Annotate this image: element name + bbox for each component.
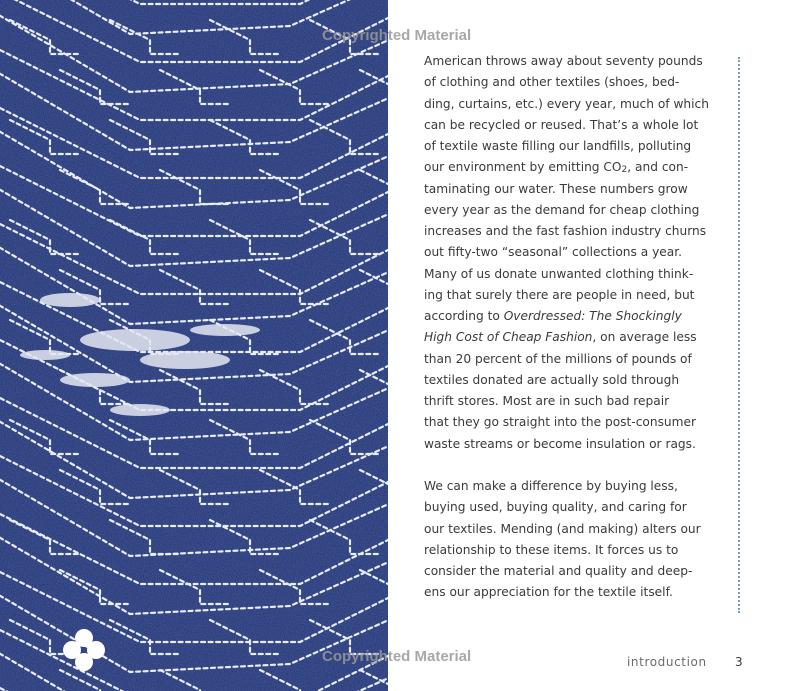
ikat-motif: [80, 329, 190, 351]
copyright-watermark-bottom: Copyrighted Material: [322, 648, 472, 665]
ikat-motif: [40, 293, 100, 307]
ikat-motif: [140, 351, 230, 369]
sashiko-textile-illustration: [0, 0, 388, 691]
subscript: 2: [621, 165, 628, 176]
text-line: than 20 percent of the millions of pounds of: [424, 351, 692, 366]
text-line: out fifty-two “seasonal” collections a year.: [424, 245, 683, 260]
ikat-motif: [60, 373, 130, 387]
paragraph-2: [424, 476, 724, 604]
text-line: ing that surely there are people in need, but: [424, 287, 695, 302]
running-footer-section: introduction: [627, 655, 707, 669]
text-line: increases and the fast fashion industry churns: [424, 224, 707, 238]
text-line: Many of us donate unwanted clothing think-: [424, 266, 694, 281]
paragraph-1: [424, 51, 724, 455]
text-line: thrift stores. Most are in such bad repair: [424, 394, 670, 408]
text-line: American throws away about seventy pounds: [424, 54, 703, 68]
ikat-motif: [190, 324, 260, 336]
paragraph-spacer: [424, 455, 724, 476]
text-line: textiles donated are actually sold through: [424, 372, 680, 387]
text-line: that they go straight into the post-consumer: [424, 415, 697, 430]
text-line: every year as the demand for cheap clothing: [424, 202, 700, 217]
ikat-motif: [20, 350, 70, 360]
text-line: ding, curtains, etc.) every year, much of which: [424, 96, 709, 111]
text-line: our environment by emitting $CO_2$, and con-: [424, 160, 689, 176]
book-title-italic: High Cost of Cheap Fashion: [424, 330, 593, 345]
text-line: relationship to these items. It forces us to: [424, 542, 679, 557]
flower-petal: [75, 653, 93, 671]
text-line: waste streams or become insulation or rags.: [424, 436, 696, 451]
copyright-watermark-top: Copyrighted Material: [322, 27, 472, 44]
text-line: of clothing and other textiles (shoes, bed-: [424, 75, 680, 90]
text-line: our textiles. Mending (and making) alters our: [424, 521, 701, 536]
ikat-motif: [110, 404, 170, 416]
sashiko-textile-photo: [0, 0, 388, 691]
text-line: consider the material and quality and deep-: [424, 564, 693, 578]
book-title-italic: Overdressed: The Shockingly: [503, 309, 682, 323]
body-text: [424, 51, 724, 604]
text-line: High Cost of Cheap Fashion, on average less: [424, 330, 697, 345]
text-line: can be recycled or reused. That’s a whole lot: [424, 117, 699, 132]
text-line: We can make a difference by buying less,: [424, 479, 678, 493]
page-number: 3: [735, 655, 743, 669]
text-line: buying used, buying quality, and caring for: [424, 500, 687, 515]
text-line: taminating our water. These numbers grow: [424, 181, 688, 196]
text-line: ens our appreciation for the textile itself.: [424, 585, 673, 600]
text-line: according to Overdressed: The Shockingly: [424, 309, 682, 323]
text-line: of textile waste filling our landfills, polluting: [424, 139, 692, 153]
dotted-margin-rule: [738, 57, 740, 613]
